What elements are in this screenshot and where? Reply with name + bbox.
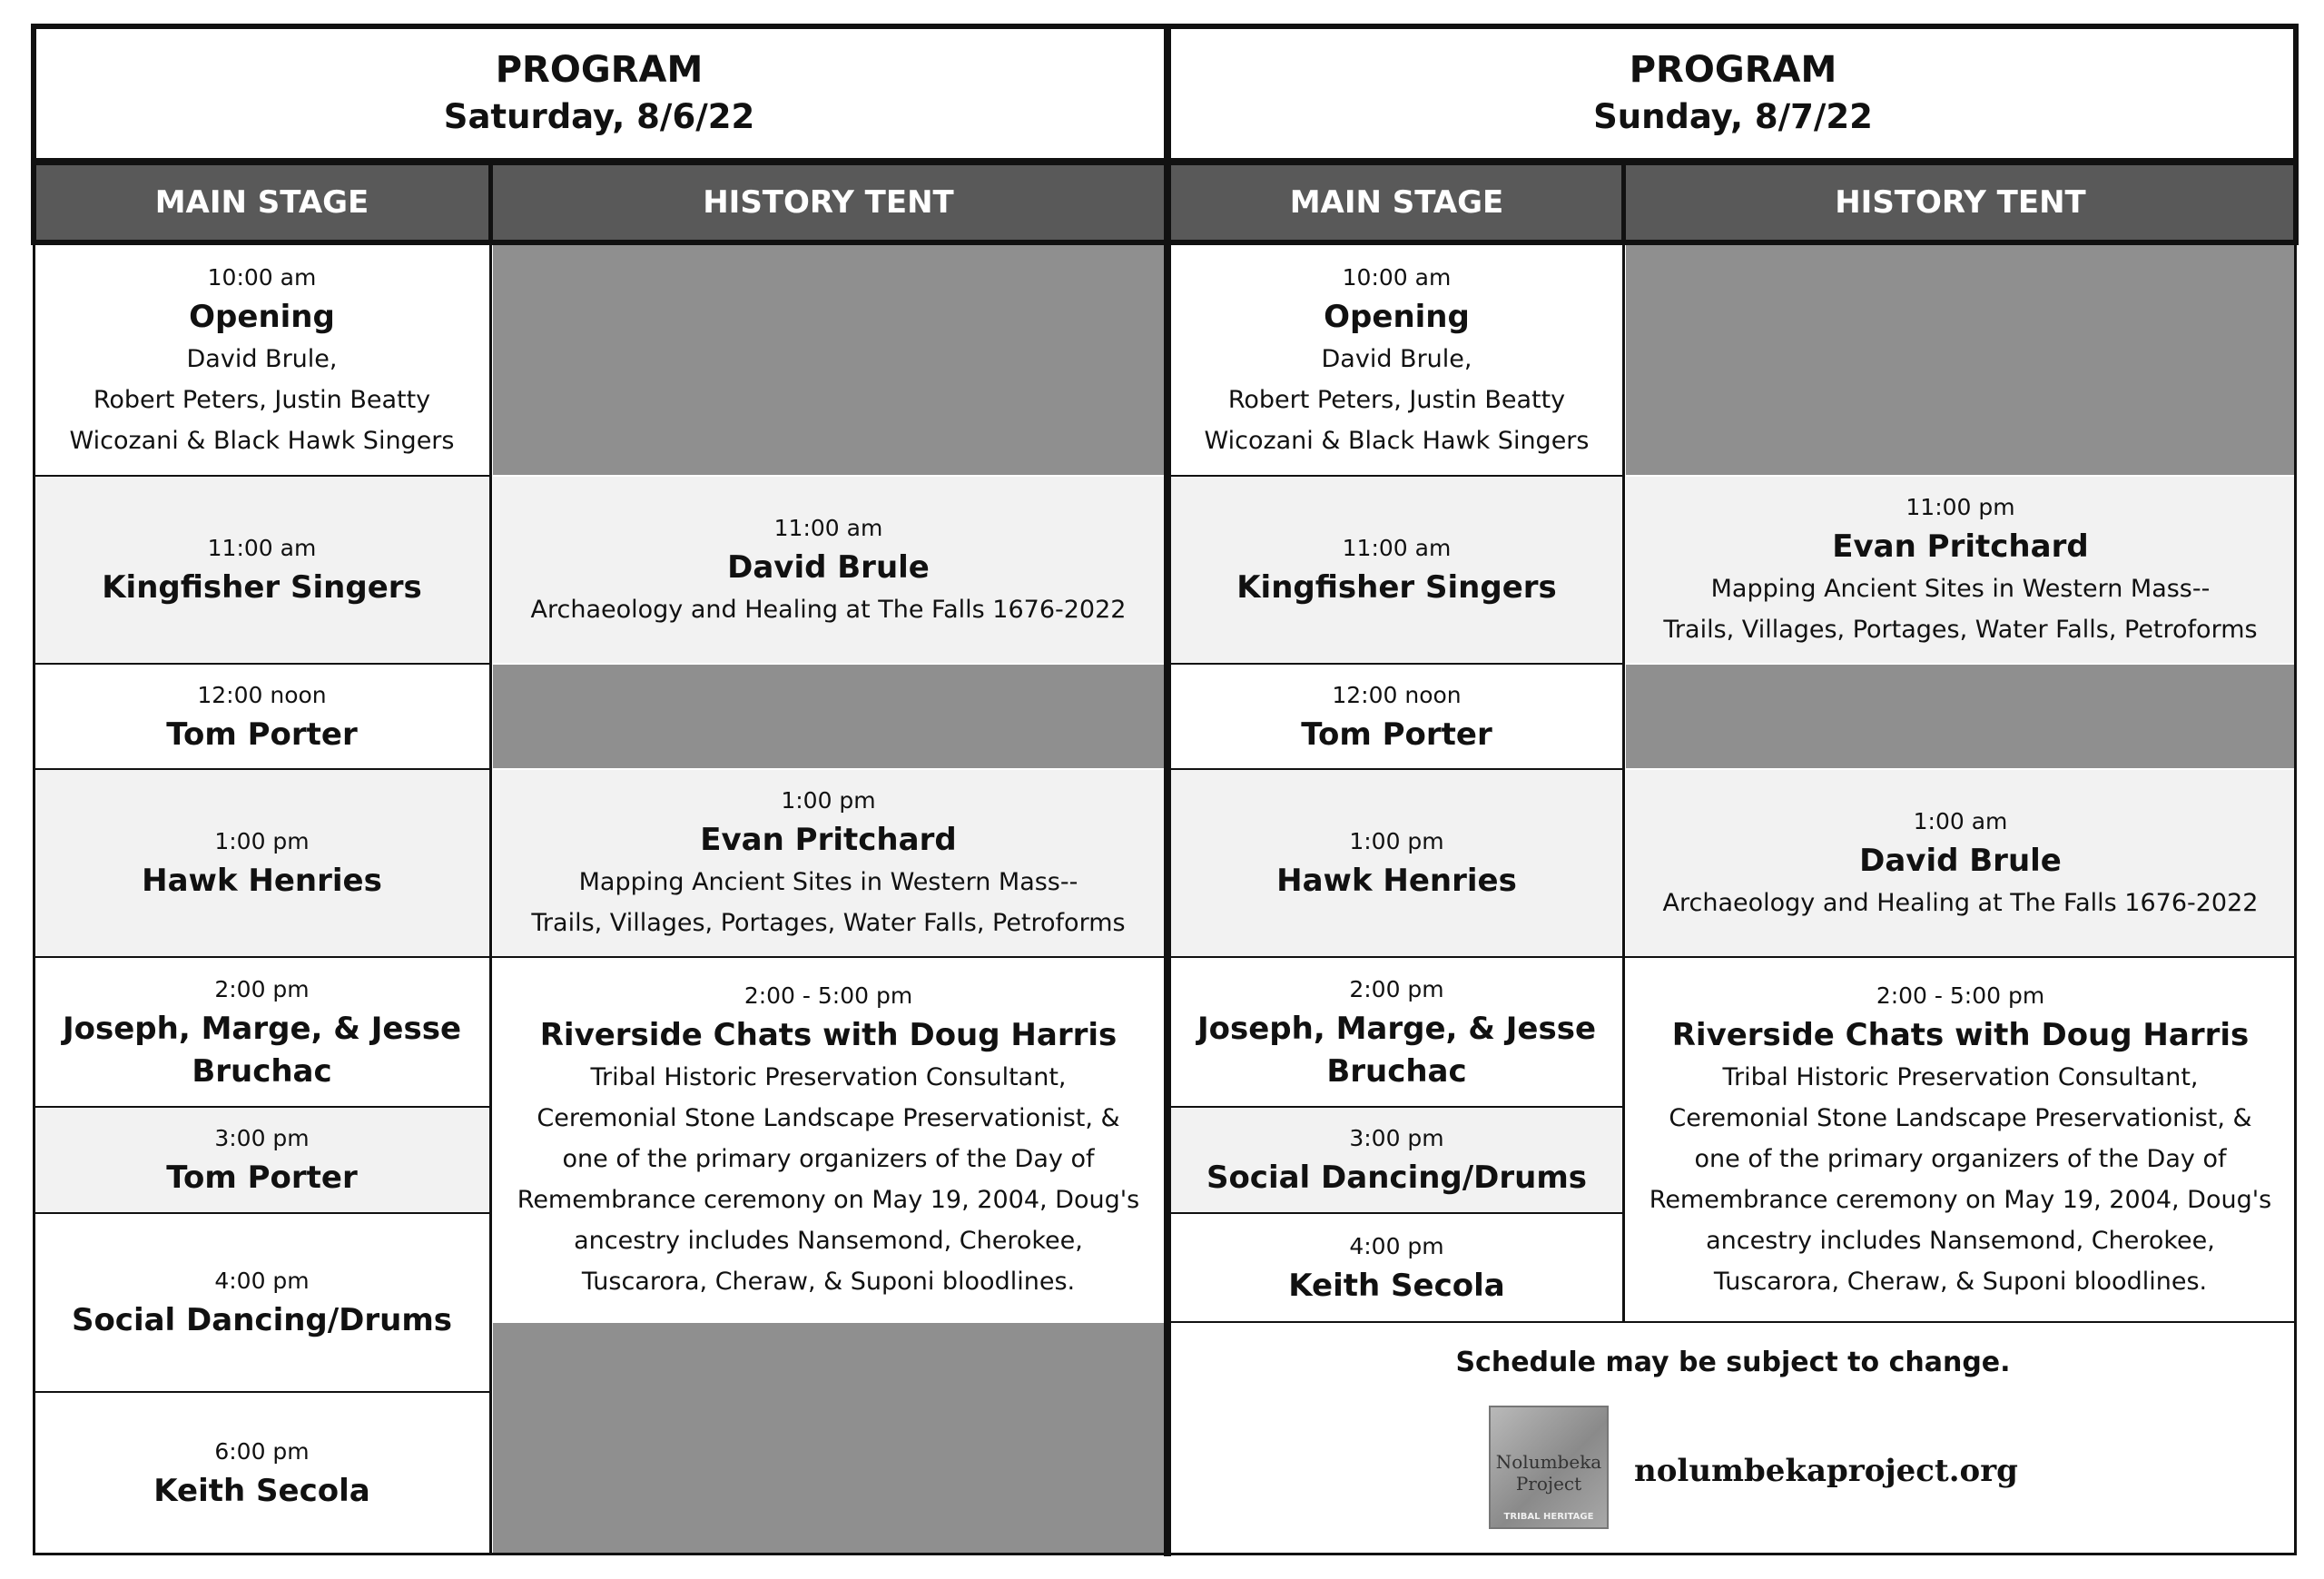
grid-line [33, 1106, 491, 1108]
slot-time: 11:00 am [1342, 535, 1452, 561]
grid-line [33, 243, 35, 1554]
slot-title: Joseph, Marge, & Jesse [1196, 1010, 1597, 1047]
slot-line: Wicozani & Black Hawk Singers [1204, 426, 1590, 455]
slot-title: Kingfisher Singers [1236, 569, 1557, 606]
sunday-date: Sunday, 8/7/22 [1593, 96, 1873, 136]
slot-time: 12:00 noon [1332, 681, 1462, 708]
slot-time: 11:00 am [207, 535, 317, 561]
grid-line [1624, 956, 2297, 958]
slot-line: Tribal Historic Preservation Consultant, [590, 1062, 1067, 1091]
sun-main-stage-header [1171, 165, 1622, 240]
grid-line [2294, 243, 2297, 1554]
slot-time: 2:00 - 5:00 pm [1876, 982, 2045, 1009]
slot-title: Evan Pritchard [1832, 528, 2089, 565]
slot-line: Robert Peters, Justin Beatty [1227, 385, 1566, 414]
grid-line [31, 24, 36, 243]
slot-line: Ceremonial Stone Landscape Preservationist, & [1669, 1103, 2252, 1132]
slot-line: Mapping Ancient Sites in Western Mass-- [578, 868, 1078, 896]
slot-title: Keith Secola [1288, 1267, 1505, 1304]
slot-title: Opening [189, 298, 335, 335]
grid-line [33, 663, 491, 665]
slot-title: Hawk Henries [142, 863, 382, 899]
slot-line: Tuscarora, Cheraw, & Suponi bloodlines. [581, 1267, 1076, 1296]
sat-main-slot-1pm [34, 770, 489, 956]
saturday-header [34, 27, 1164, 159]
logo-subtitle: TRIBAL HERITAGE [1503, 1512, 1594, 1522]
slot-title: Tom Porter [166, 1160, 358, 1196]
slot-line: Mapping Ancient Sites in Western Mass-- [1710, 575, 2211, 603]
sat-main-stage-header [34, 165, 489, 240]
slot-line: Wicozani & Black Hawk Singers [69, 426, 455, 455]
grid-line [489, 243, 492, 1554]
grid-line [491, 956, 1164, 958]
slot-time: 10:00 am [207, 263, 317, 291]
grid-line [1171, 1106, 1624, 1108]
slot-line: Tribal Historic Preservation Consultant, [1722, 1062, 2199, 1091]
logo-text: Project [1515, 1473, 1582, 1495]
sat-main-slot-opening [34, 245, 489, 475]
schedule-note: Schedule may be subject to change. [1455, 1347, 2011, 1378]
slot-title: Kingfisher Singers [102, 569, 422, 606]
sun-tent-blank-slot [1626, 245, 2295, 475]
grid-line [1621, 165, 1626, 243]
slot-title: Riverside Chats with Doug Harris [1671, 1016, 2250, 1053]
sat-tent-slot-riverside-chats [493, 958, 1164, 1321]
sat-main-slot-3pm [34, 1108, 489, 1212]
grid-line [2293, 24, 2299, 243]
slot-title: Keith Secola [153, 1472, 370, 1509]
sat-tent-blank-slot [493, 665, 1164, 768]
slot-time: 1:00 pm [1349, 828, 1444, 854]
slot-line: Remembrance ceremony on May 19, 2004, Doug's [1649, 1185, 2272, 1214]
slot-line: ancestry includes Nansemond, Cherokee, [1706, 1226, 2215, 1255]
slot-line: Tuscarora, Cheraw, & Suponi bloodlines. [1713, 1267, 2208, 1296]
sunday-header [1171, 27, 2295, 159]
grid-line [33, 475, 491, 477]
slot-line: Ceremonial Stone Landscape Preservationist, & [537, 1103, 1120, 1132]
grid-line [1171, 475, 1624, 477]
slot-time: 2:00 pm [1349, 975, 1444, 1002]
slot-time: 1:00 pm [781, 787, 876, 814]
sat-history-tent-header [493, 165, 1164, 240]
slot-title: Hawk Henries [1276, 863, 1517, 899]
slot-time: 2:00 - 5:00 pm [743, 982, 913, 1009]
slot-line: one of the primary organizers of the Day of [1694, 1144, 2227, 1173]
slot-title: Bruchac [1326, 1052, 1467, 1090]
sun-main-slot-4pm [1171, 1214, 1622, 1321]
sun-tent-slot-riverside-chats [1626, 958, 2295, 1321]
slot-title: Joseph, Marge, & Jesse [62, 1010, 462, 1047]
slot-line: Archaeology and Healing at The Falls 1676-2022 [530, 595, 1127, 624]
sunday-program-title: PROGRAM [1629, 48, 1837, 91]
slot-line: David Brule, [186, 344, 338, 373]
slot-title: Opening [1324, 298, 1470, 335]
slot-title: David Brule [727, 548, 930, 586]
slot-line: Robert Peters, Justin Beatty [93, 385, 431, 414]
slot-time: 3:00 pm [214, 1125, 310, 1151]
slot-line: Trails, Villages, Portages, Water Falls, Petroforms [1663, 616, 2258, 644]
sat-tent-slot-11am [493, 477, 1164, 663]
sun-history-tent-label: HISTORY TENT [1835, 184, 2086, 221]
grid-line [1171, 768, 1624, 770]
slot-title: Social Dancing/Drums [71, 1302, 453, 1338]
saturday-program-title: PROGRAM [495, 48, 704, 91]
grid-line [1171, 1321, 2297, 1323]
slot-time: 4:00 pm [214, 1268, 310, 1294]
slot-title: Evan Pritchard [700, 822, 957, 858]
slot-line: Archaeology and Healing at The Falls 1676-2022 [1662, 888, 2259, 917]
slot-line: one of the primary organizers of the Day of [562, 1144, 1095, 1173]
grid-line [1164, 24, 1171, 1556]
slot-line: ancestry includes Nansemond, Cherokee, [574, 1226, 1083, 1255]
slot-line: Trails, Villages, Portages, Water Falls, Petroforms [531, 909, 1126, 937]
sat-main-slot-2pm [34, 958, 489, 1106]
sun-main-slot-1pm [1171, 770, 1622, 956]
website-link[interactable]: nolumbekaproject.org [1634, 1453, 2018, 1489]
slot-time: 6:00 pm [214, 1437, 310, 1465]
slot-title: Tom Porter [1301, 715, 1492, 753]
grid-line [1171, 663, 1624, 665]
sat-main-slot-6pm [34, 1393, 489, 1553]
slot-line: David Brule, [1321, 344, 1472, 373]
sat-main-stage-label: MAIN STAGE [154, 184, 369, 221]
slot-time: 4:00 pm [1349, 1232, 1444, 1259]
grid-line [33, 1212, 491, 1214]
slot-time: 10:00 am [1342, 263, 1452, 291]
slot-time: 11:00 pm [1905, 494, 2015, 520]
grid-line [31, 240, 2299, 245]
grid-line [488, 165, 493, 243]
slot-time: 2:00 pm [214, 975, 310, 1002]
logo-text: Nolumbeka [1495, 1451, 1602, 1473]
sat-main-slot-kingfisher [34, 477, 489, 663]
sun-main-slot-3pm [1171, 1108, 1622, 1212]
grid-line [33, 768, 491, 770]
sat-tent-slot-1pm [493, 770, 1164, 956]
slot-time: 1:00 pm [214, 828, 310, 854]
saturday-date: Saturday, 8/6/22 [443, 96, 755, 136]
grid-line [1622, 243, 1625, 1323]
sat-main-slot-noon [34, 665, 489, 768]
slot-time: 11:00 am [773, 514, 883, 541]
nolumbeka-logo [1489, 1406, 1609, 1529]
sat-main-slot-4pm [34, 1214, 489, 1391]
grid-line [1171, 1212, 1624, 1214]
sun-main-stage-label: MAIN STAGE [1289, 184, 1504, 221]
sun-history-tent-header [1626, 165, 2295, 240]
slot-title: Riverside Chats with Doug Harris [539, 1016, 1118, 1053]
slot-title: David Brule [1859, 842, 2062, 879]
slot-time: 3:00 pm [1349, 1125, 1444, 1151]
grid-line [33, 956, 491, 958]
sat-history-tent-label: HISTORY TENT [703, 184, 954, 221]
slot-title: Tom Porter [166, 715, 358, 753]
sun-main-slot-kingfisher [1171, 477, 1622, 663]
slot-time: 12:00 noon [197, 681, 327, 708]
sun-tent-slot-11pm [1626, 477, 2295, 663]
sun-tent-blank-slot [1626, 665, 2295, 768]
sat-tent-blank-slot [493, 1323, 1164, 1553]
sat-tent-blank-slot [493, 245, 1164, 475]
slot-line: Remembrance ceremony on May 19, 2004, Doug's [517, 1185, 1140, 1214]
sun-main-slot-2pm [1171, 958, 1622, 1106]
grid-line [1171, 956, 1624, 958]
footer-area [1171, 1323, 2295, 1553]
grid-line [33, 1553, 2297, 1555]
grid-line [33, 1391, 491, 1393]
slot-title: Social Dancing/Drums [1206, 1160, 1588, 1196]
sun-main-slot-opening [1171, 245, 1622, 475]
slot-title: Bruchac [192, 1052, 332, 1090]
sun-main-slot-noon [1171, 665, 1622, 768]
slot-time: 1:00 am [1913, 807, 2008, 834]
sun-tent-slot-1am [1626, 770, 2295, 956]
